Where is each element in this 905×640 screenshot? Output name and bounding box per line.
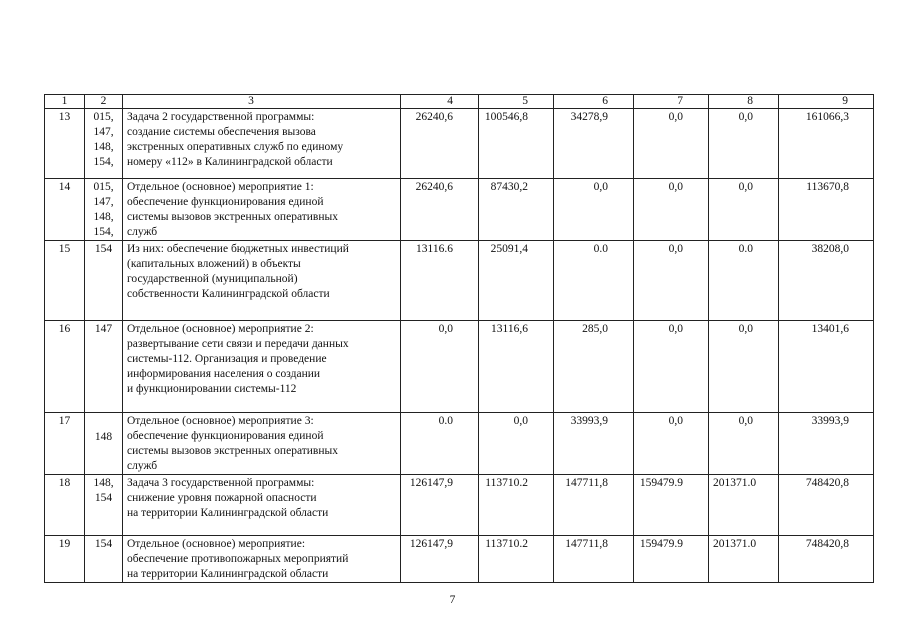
value-cell-text: 0,0 — [738, 323, 753, 335]
total-cell — [779, 413, 874, 475]
value-cell-text: 147711,8 — [565, 477, 608, 489]
value-cell — [479, 109, 554, 179]
value-cell — [709, 536, 779, 583]
value-cell-text: 159479.9 — [639, 538, 683, 550]
value-cell — [401, 413, 479, 475]
description-cell-text: Отдельное (основное) мероприятие 2: развертывание сети связи и передачи данных системы-112. Организация и проведение информирования населения о создании и функционировании системы-112 — [127, 323, 349, 395]
value-cell-text: 13116,6 — [491, 323, 528, 335]
row-number-cell-text: 18 — [58, 477, 71, 489]
total-cell — [779, 321, 874, 413]
total-cell-text: 161066,3 — [805, 111, 849, 123]
description-cell — [123, 536, 401, 583]
value-cell-text: 113710.2 — [485, 538, 528, 550]
description-cell-text: Из них: обеспечение бюджетных инвестиций (капитальных вложений) в объекты государственной (муниципальной) собственности Калининградской области — [127, 243, 349, 300]
value-cell-text: 0,0 — [668, 181, 683, 193]
table-row — [45, 179, 874, 241]
value-cell — [709, 241, 779, 321]
total-cell-text: 33993,9 — [811, 415, 849, 427]
value-cell — [479, 179, 554, 241]
value-cell — [554, 241, 634, 321]
value-cell — [554, 109, 634, 179]
value-cell-text: 201371.0 — [713, 538, 757, 550]
value-cell-text: 0,0 — [738, 181, 753, 193]
value-cell — [479, 321, 554, 413]
value-cell — [479, 536, 554, 583]
column-header: 1 — [45, 95, 85, 109]
description-cell — [123, 321, 401, 413]
budget-code-cell — [85, 475, 123, 536]
row-number-cell — [45, 179, 85, 241]
table-row — [45, 413, 874, 475]
value-cell — [709, 413, 779, 475]
value-cell-text: 0,0 — [668, 323, 683, 335]
row-number-cell — [45, 109, 85, 179]
header-row — [45, 95, 874, 109]
budget-code-cell — [85, 413, 123, 475]
value-cell — [634, 413, 709, 475]
description-cell-text: Задача 3 государственной программы: снижение уровня пожарной опасности на территории Калининградской области — [127, 477, 329, 519]
value-cell — [401, 179, 479, 241]
value-cell-text: 0,0 — [738, 415, 753, 427]
total-cell — [779, 241, 874, 321]
total-cell-text: 748420,8 — [805, 477, 849, 489]
value-cell-text: 0,0 — [668, 415, 683, 427]
description-cell — [123, 413, 401, 475]
value-cell — [554, 321, 634, 413]
value-cell — [554, 179, 634, 241]
value-cell-text: 0.0 — [438, 415, 453, 427]
budget-code-cell — [85, 321, 123, 413]
description-cell — [123, 241, 401, 321]
value-cell — [401, 536, 479, 583]
value-cell-text: 13116.6 — [416, 243, 453, 255]
value-cell — [709, 179, 779, 241]
column-header: 5 — [479, 95, 554, 109]
row-number-cell — [45, 241, 85, 321]
value-cell-text: 159479.9 — [639, 477, 683, 489]
value-cell-text: 0,0 — [438, 323, 453, 335]
column-header: 3 — [123, 95, 401, 109]
row-number-cell-text: 13 — [58, 111, 71, 123]
value-cell — [554, 536, 634, 583]
value-cell — [479, 241, 554, 321]
description-cell-text: Отдельное (основное) мероприятие 3: обеспечение функционирования единой системы вызовов экстренных оперативных служб — [127, 415, 338, 472]
total-cell — [779, 536, 874, 583]
value-cell-text: 100546,8 — [484, 111, 528, 123]
budget-code-cell — [85, 536, 123, 583]
value-cell — [634, 475, 709, 536]
value-cell-text: 33993,9 — [570, 415, 608, 427]
description-cell-text: Отдельное (основное) мероприятие: обеспечение противопожарных мероприятий на территории Калининградской области — [127, 538, 349, 580]
value-cell-text: 126147,9 — [409, 477, 453, 489]
value-cell — [634, 179, 709, 241]
value-cell-text: 147711,8 — [565, 538, 608, 550]
value-cell-text: 0.0 — [593, 243, 608, 255]
description-cell-text: Отдельное (основное) мероприятие 1: обеспечение функционирования единой системы вызовов экстренных оперативных служб — [127, 181, 338, 238]
total-cell-text: 38208,0 — [811, 243, 849, 255]
value-cell — [401, 475, 479, 536]
value-cell — [554, 475, 634, 536]
value-cell — [401, 321, 479, 413]
value-cell-text: 126147,9 — [409, 538, 453, 550]
row-number-cell — [45, 475, 85, 536]
value-cell-text: 0.0 — [738, 243, 753, 255]
description-cell — [123, 475, 401, 536]
budget-code-cell — [85, 241, 123, 321]
row-number-cell-text: 19 — [58, 538, 71, 550]
description-cell — [123, 179, 401, 241]
budget-code-cell — [85, 179, 123, 241]
row-number-cell — [45, 413, 85, 475]
value-cell-text: 0,0 — [668, 111, 683, 123]
value-cell — [634, 536, 709, 583]
budget-code-cell-text: 015, 147, 148, 154, — [93, 111, 114, 168]
value-cell-text: 25091,4 — [490, 243, 528, 255]
total-cell — [779, 109, 874, 179]
budget-code-cell-text: 154 — [94, 538, 113, 550]
budget-code-cell-text: 147 — [94, 323, 113, 335]
value-cell — [634, 241, 709, 321]
value-cell-text: 0,0 — [593, 181, 608, 193]
column-header: 2 — [85, 95, 123, 109]
table-row — [45, 241, 874, 321]
row-number-cell-text: 15 — [58, 243, 71, 255]
column-header: 4 — [401, 95, 479, 109]
column-header: 7 — [634, 95, 709, 109]
row-number-cell-text: 14 — [58, 181, 71, 193]
value-cell — [479, 413, 554, 475]
value-cell — [479, 475, 554, 536]
value-cell-text: 0,0 — [513, 415, 528, 427]
table-row — [45, 475, 874, 536]
value-cell — [634, 321, 709, 413]
row-number-cell — [45, 321, 85, 413]
page-number: 7 — [449, 594, 456, 606]
row-number-cell-text: 17 — [58, 415, 71, 427]
value-cell-text: 34278,9 — [570, 111, 608, 123]
row-number-cell-text: 16 — [58, 323, 71, 335]
value-cell-text: 26240,6 — [415, 181, 453, 193]
description-cell — [123, 109, 401, 179]
table-row — [45, 321, 874, 413]
value-cell — [709, 109, 779, 179]
value-cell-text: 26240,6 — [415, 111, 453, 123]
value-cell-text: 0,0 — [668, 243, 683, 255]
total-cell — [779, 179, 874, 241]
budget-code-cell-text: 154 — [94, 243, 113, 255]
value-cell — [634, 109, 709, 179]
column-header: 9 — [779, 95, 874, 109]
value-cell — [554, 413, 634, 475]
value-cell — [401, 241, 479, 321]
value-cell — [401, 109, 479, 179]
description-cell-text: Задача 2 государственной программы: создание системы обеспечения вызова экстренных оперативных служб по единому номеру «112» в Калининградской области — [127, 111, 344, 168]
total-cell-text: 13401,6 — [811, 323, 849, 335]
total-cell-text: 748420,8 — [805, 538, 849, 550]
column-header: 8 — [709, 95, 779, 109]
total-cell-text: 113670,8 — [806, 181, 849, 193]
table-row — [45, 109, 874, 179]
budget-code-cell-text: 015, 147, 148, 154, — [93, 181, 114, 238]
budget-code-cell — [85, 109, 123, 179]
value-cell-text: 201371.0 — [713, 477, 757, 489]
table-row — [45, 536, 874, 583]
value-cell-text: 285,0 — [582, 323, 608, 335]
total-cell — [779, 475, 874, 536]
value-cell — [709, 475, 779, 536]
column-header: 6 — [554, 95, 634, 109]
budget-table — [44, 94, 874, 583]
value-cell — [709, 321, 779, 413]
value-cell-text: 0,0 — [738, 111, 753, 123]
value-cell-text: 87430,2 — [490, 181, 528, 193]
budget-code-cell-text: 148, 154 — [93, 477, 114, 504]
value-cell-text: 113710.2 — [485, 477, 528, 489]
row-number-cell — [45, 536, 85, 583]
budget-code-cell-text: 148 — [94, 431, 113, 443]
